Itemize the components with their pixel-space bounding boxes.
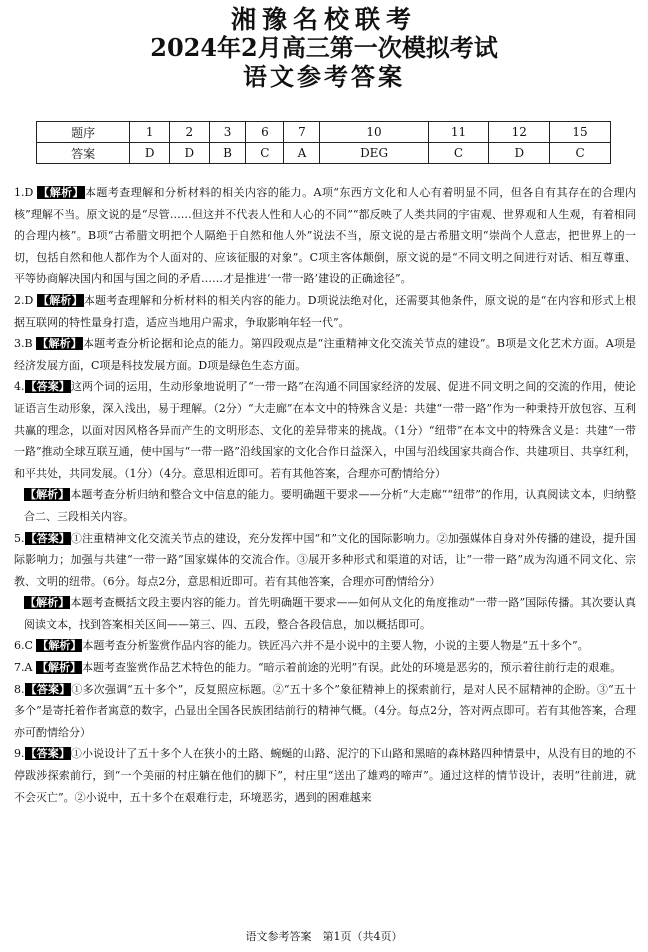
item-text: 本题考查分析归纳和整合文中信息的能力。要明确题干要求——分析“大走廊”“纽带”的作用，认真阅读文本，归纳整合二、三段相关内容。 (24, 488, 637, 523)
row-label: 题序 (37, 122, 130, 143)
answer-item (14, 290, 636, 333)
analysis-label: 【解析】 (25, 488, 70, 502)
item-text: 本题考查鉴赏作品艺术特色的能力。“暗示着前途的光明”有误。此处的环境是恶劣的，预示着往前行走的艰难。 (81, 661, 622, 675)
question-number: 1 (130, 122, 170, 143)
question-number: 3 (209, 122, 246, 143)
row-label: 答案 (37, 143, 130, 164)
answer-item (14, 743, 636, 808)
analysis-label: 【解析】 (25, 596, 70, 610)
table-row-answers (37, 143, 611, 164)
item-number: 5. (14, 531, 25, 545)
page-footer: 语文参考答案 第1页（共4页） (245, 930, 403, 943)
analysis-label: 【解析】 (38, 293, 83, 307)
item-text: ①小说设计了五十多个人在狭小的土路、蜿蜒的山路、泥泞的下山路和黑暗的森林路四种情景中，从没有目的地的不停跋涉探索前行，到“一个美丽的村庄躺在他们的脚下”，村庄里“送出了雄鸡的啼声”。通过这样的情节设计，表明“往前进，就不会灭亡”。②小说中，五十多个在艰难行走，环境恶劣，遇到的困难越来 (14, 747, 637, 804)
item-number: 4. (14, 380, 25, 394)
item-text: 本题考查分析论据和论点的能力。第四段观点是“注重精神文化交流关节点的建设”。B项是文化艺术方面。A项是经济发展方面，C项是科技发展方面。D项是绿色生态方面。 (14, 337, 636, 372)
answer-explanations (14, 182, 636, 808)
item-text: 本题考查理解和分析材料的相关内容的能力。A项“东西方文化和人心有着明显不同，但各自有其存在的合理内核”理解不当。原文说的是“尽管……但这并不代表人性和人心的不同”“都反映了人类共同的宇宙观、世界观和人生观，有着相同的合理内核”。B项“古希腊文明把个人隔绝于自然和他人外”说法不当，原文说的是古希腊文明“崇尚个人意志，把世界上的一切，包括自然和他人都作为个人面对的、应该征服的对象”。C项主客体颠倒，原文说的是“不同文明之间进行对话、相互尊重、平等协商解决国内和国与国之间的矛盾……才是推进‘一带一路’建设的正确途径”。 (14, 186, 637, 286)
question-number: 12 (489, 122, 550, 143)
question-number: 10 (320, 122, 428, 143)
question-number: 11 (428, 122, 489, 143)
answer-cell: C (550, 143, 611, 164)
analysis-label: 【解析】 (37, 337, 82, 351)
answer-cell: D (130, 143, 170, 164)
item-number: 7.A (14, 661, 33, 675)
analysis-label: 【解析】 (36, 661, 81, 675)
exam-name: 湘豫名校联考 (230, 5, 417, 34)
item-number: 8. (14, 682, 25, 696)
item-number: 1.D (14, 186, 34, 199)
answer-item (14, 635, 636, 657)
answer-cell: DEG (320, 143, 428, 164)
table-row-numbers (37, 122, 611, 143)
question-number: 15 (550, 122, 611, 143)
item-number: 6.C (14, 639, 33, 653)
item-number: 3.B (14, 337, 33, 351)
question-number: 7 (284, 122, 320, 143)
answer-item (14, 333, 636, 376)
answer-item (14, 592, 636, 635)
answer-cell: D (170, 143, 210, 164)
answer-label: 【答案】 (25, 747, 70, 761)
answer-item (14, 657, 636, 679)
title-block (0, 6, 648, 92)
answer-item (14, 182, 636, 290)
item-text: ①注重精神文化交流关节点的建设，充分发挥中国“和”文化的国际影响力。②加强媒体自身对外传播的建设，提升国际影响力；加强与共建“一带一路”国家媒体的交流合作。③展开多种形式和渠道的对话，让“一带一路”成为沟通不同文化、宗教、文明的纽带。（6分。每点2分，意思相近即可。若有其他答案，合理亦可酌情给分） (14, 531, 637, 588)
answer-label: 【答案】 (25, 380, 70, 394)
question-number: 2 (170, 122, 210, 143)
item-text: 本题考查概括文段主要内容的能力。首先明确题干要求——如何从文化的角度推动“一带一路”国际传播。其次要认真阅读文本，找到答案相关区间——第三、四、五段，整合各段信息，加以概括即可。 (24, 596, 637, 631)
answer-item (14, 484, 636, 527)
analysis-label: 【解析】 (38, 186, 84, 199)
answer-table (36, 121, 611, 164)
analysis-label: 【解析】 (37, 639, 82, 653)
answer-cell: C (428, 143, 489, 164)
document-title: 语文参考答案 (243, 62, 405, 91)
answer-label: 【答案】 (25, 682, 71, 696)
answer-cell: A (284, 143, 320, 164)
item-text: 本题考查理解和分析材料的相关内容的能力。D项说法绝对化，还需要其他条件，原文说的是“在内容和形式上根据互联网的特性量身打造，适应当地用户需求，争取影响年轻一代”。 (14, 293, 636, 329)
item-text: ①多次强调“五十多个”，反复照应标题。②“五十多个”象征精神上的探索前行，是对人民不屈精神的企盼。③“五十多个”是寄托着作者寓意的数字，凸显出全国各民族团结前行的精神气概。（4分。每点2分，答对两点即可。若有其他答案，合理亦可酌情给分） (14, 682, 636, 739)
item-text: 这两个词的运用，生动形象地说明了“一带一路”在沟通不同国家经济的发展、促进不同文明之间的交流的作用，使论证语言生动形象，深入浅出，易于理解。（2分）“大走廊”在本文中的特殊含义是：共建“一带一路”作为一种秉持开放包容、互利共赢的理念，以面对因风格各异而产生的文明形态、文化的差异带来的挑战。（1分）“纽带”在本文中的特殊含义是：共建“一带一路”推动全球互联互通，使中国与“一带一路”沿线国家的文化合作日益深入，中国与沿线国家共商合作、共建项目、共享红利，和平共处，共同发展。（1分）（4分。意思相近即可。若有其他答案，合理亦可酌情给分） (14, 380, 637, 480)
answer-item (14, 528, 636, 593)
question-number: 6 (246, 122, 284, 143)
item-number: 2.D (14, 293, 34, 307)
answer-item (14, 376, 636, 484)
answer-item (14, 679, 636, 744)
answer-label: 【答案】 (25, 531, 70, 545)
answer-cell: B (209, 143, 246, 164)
item-text: 本题考查分析鉴赏作品内容的能力。铁匠冯六并不是小说中的主要人物，小说的主要人物是“五十多个”。 (82, 639, 589, 653)
exam-subtitle: 2024年2月高三第一次模拟考试 (150, 33, 498, 62)
answer-cell: D (489, 143, 550, 164)
item-number: 9. (14, 747, 25, 761)
answer-cell: C (246, 143, 284, 164)
